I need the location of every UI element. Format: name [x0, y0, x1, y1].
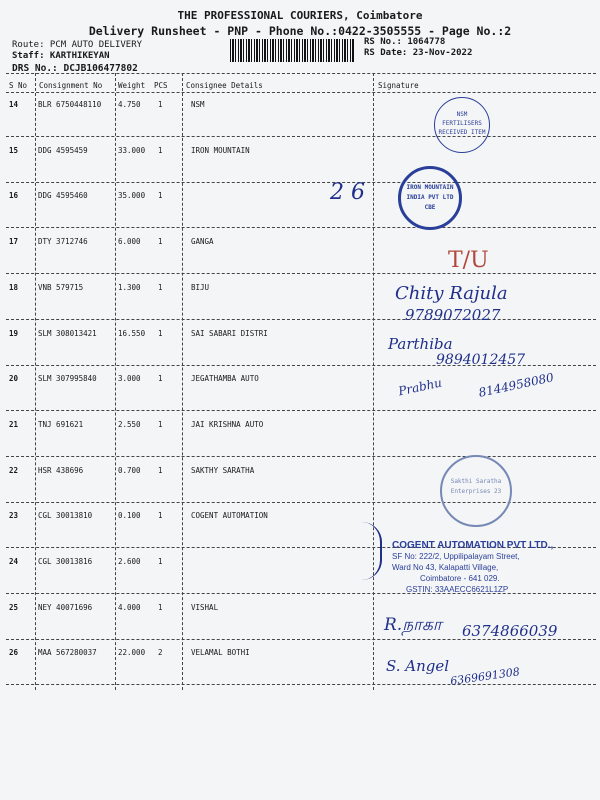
- signature-19-phone: 9894012457: [436, 352, 526, 368]
- row-pcs: 1: [158, 329, 163, 338]
- col-divider: [182, 73, 183, 690]
- row-weight: 2.550: [118, 420, 141, 429]
- row-consignee: SAI SABARI DISTRI: [191, 329, 268, 338]
- header-rule: [6, 92, 596, 93]
- col-divider: [373, 73, 374, 690]
- signature-18-name: Chity Rajula: [395, 283, 508, 304]
- col-sno: S No: [9, 81, 28, 90]
- rs-date: RS Date: 23-Nov-2022: [364, 48, 473, 58]
- brace-mark: [362, 522, 382, 580]
- row-weight: 4.000: [118, 603, 141, 612]
- row-consignee: SAKTHY SARATHA: [191, 466, 255, 475]
- row-weight: 0.700: [118, 466, 141, 475]
- row-pcs: 1: [158, 146, 163, 155]
- row-divider: [6, 273, 596, 274]
- row-consignee: IRON MOUNTAIN: [191, 146, 250, 155]
- row-divider: [6, 456, 596, 457]
- row-sno: 26: [9, 648, 19, 657]
- row-weight: 1.300: [118, 283, 141, 292]
- row-consignee: VISHAL: [191, 603, 219, 612]
- col-weight: Weight: [118, 81, 146, 90]
- row-pcs: 1: [158, 420, 163, 429]
- rs-number: RS No.: 1064778: [364, 37, 446, 47]
- col-consignee: Consignee Details: [186, 81, 263, 90]
- row-consignment-no: DTY 3712746: [38, 237, 88, 246]
- row-sno: 14: [9, 100, 19, 109]
- signature-20-name: Prabhu: [397, 375, 444, 399]
- row-divider: [6, 227, 596, 228]
- row-weight: 6.000: [118, 237, 141, 246]
- row-consignment-no: MAA 567280037: [38, 648, 97, 657]
- row-sno: 24: [9, 557, 19, 566]
- row-pcs: 2: [158, 648, 163, 657]
- row-divider: [6, 684, 596, 685]
- row-consignee: COGENT AUTOMATION: [191, 511, 268, 520]
- row-consignee: BIJU: [191, 283, 210, 292]
- row-pcs: 1: [158, 237, 163, 246]
- row-pcs: 1: [158, 603, 163, 612]
- row-divider: [6, 182, 596, 183]
- cogent-company-stamp: [392, 540, 553, 595]
- row-sno: 16: [9, 191, 19, 200]
- row-consignment-no: VNB 579715: [38, 283, 84, 292]
- row-consignee: JAI KRISHNA AUTO: [191, 420, 264, 429]
- row-weight: 22.000: [118, 648, 146, 657]
- signature-26-name: S. Angel: [386, 657, 450, 675]
- signature-20-phone: 8144958080: [477, 370, 555, 400]
- col-divider: [115, 73, 116, 690]
- signature-17: T/U: [448, 248, 489, 273]
- signature-18-phone: 9789072027: [405, 306, 501, 324]
- row-sno: 19: [9, 329, 19, 338]
- cogent-stamp-name: COGENT AUTOMATION PVT LTD.,: [392, 540, 554, 551]
- table-top-rule: [6, 73, 596, 74]
- row-pcs: 1: [158, 374, 163, 383]
- row-divider: [6, 136, 596, 137]
- row-divider: [6, 410, 596, 411]
- iron-mountain-stamp: IRON MOUNTAIN INDIA PVT LTD CBE: [398, 166, 462, 230]
- col-divider: [35, 73, 36, 690]
- col-signature: Signature: [378, 81, 419, 90]
- signature-26-phone: 6369691308: [449, 665, 521, 688]
- row-sno: 23: [9, 511, 19, 520]
- cogent-stamp-line3: Coimbatore - 641 029.: [420, 574, 500, 583]
- sakthi-stamp: Sakthi Saratha Enterprises 23: [440, 455, 512, 527]
- page-subtitle: Delivery Runsheet - PNP - Phone No.:0422-3505555 - Page No.:2: [88, 24, 512, 38]
- row-weight: 2.600: [118, 557, 141, 566]
- row-consignment-no: BLR 6750448110: [38, 100, 102, 109]
- row-consignee: JEGATHAMBA AUTO: [191, 374, 259, 383]
- signature-16: 2 6: [330, 180, 365, 205]
- row-consignment-no: HSR 438696: [38, 466, 84, 475]
- row-consignment-no: DDG 4595460: [38, 191, 88, 200]
- row-sno: 17: [9, 237, 19, 246]
- row-weight: 4.750: [118, 100, 141, 109]
- page-title: THE PROFESSIONAL COURIERS, Coimbatore: [177, 9, 423, 22]
- row-pcs: 1: [158, 283, 163, 292]
- row-consignment-no: TNJ 691621: [38, 420, 84, 429]
- row-consignee: VELAMAL BOTHI: [191, 648, 250, 657]
- row-consignment-no: NEY 40071696: [38, 603, 93, 612]
- row-sno: 21: [9, 420, 19, 429]
- barcode: [230, 39, 355, 62]
- row-divider: [6, 319, 596, 320]
- signature-19-name: Parthiba: [388, 335, 453, 353]
- row-pcs: 1: [158, 557, 163, 566]
- row-weight: 0.100: [118, 511, 141, 520]
- row-consignment-no: CGL 30013816: [38, 557, 93, 566]
- row-weight: 33.000: [118, 146, 146, 155]
- row-sno: 15: [9, 146, 19, 155]
- row-sno: 22: [9, 466, 19, 475]
- row-consignment-no: SLM 307995840: [38, 374, 97, 383]
- drs-number: DRS No.: DCJB106477802: [12, 63, 138, 74]
- row-consignment-no: CGL 30013810: [38, 511, 93, 520]
- row-sno: 20: [9, 374, 19, 383]
- route-label: Route: PCM AUTO DELIVERY: [12, 40, 143, 50]
- row-weight: 3.000: [118, 374, 141, 383]
- row-consignment-no: DDG 4595459: [38, 146, 88, 155]
- signature-25-name: R.நாகா: [384, 615, 442, 635]
- signature-25-phone: 6374866039: [462, 622, 558, 640]
- row-consignee: NSM: [191, 100, 205, 109]
- col-pcs: PCS: [154, 81, 168, 90]
- col-consignment: Consignment No: [39, 81, 103, 90]
- row-weight: 35.000: [118, 191, 146, 200]
- row-pcs: 1: [158, 466, 163, 475]
- cogent-stamp-gstin: GSTIN: 33AAECC6621L1ZP: [406, 585, 509, 594]
- row-consignment-no: SLM 308013421: [38, 329, 97, 338]
- row-weight: 16.550: [118, 329, 146, 338]
- cogent-stamp-line1: SF No: 222/2, Uppilipalayam Street,: [392, 552, 520, 561]
- staff-label: Staff: KARTHIKEYAN: [12, 51, 110, 61]
- row-pcs: 1: [158, 100, 163, 109]
- row-pcs: 1: [158, 511, 163, 520]
- cogent-stamp-line2: Ward No 43, Kalapatti Village,: [392, 563, 499, 572]
- row-sno: 18: [9, 283, 19, 292]
- row-sno: 25: [9, 603, 19, 612]
- nsm-stamp: NSM FERTILISERS RECEIVED ITEM: [434, 97, 490, 153]
- row-pcs: 1: [158, 191, 163, 200]
- row-consignee: GANGA: [191, 237, 214, 246]
